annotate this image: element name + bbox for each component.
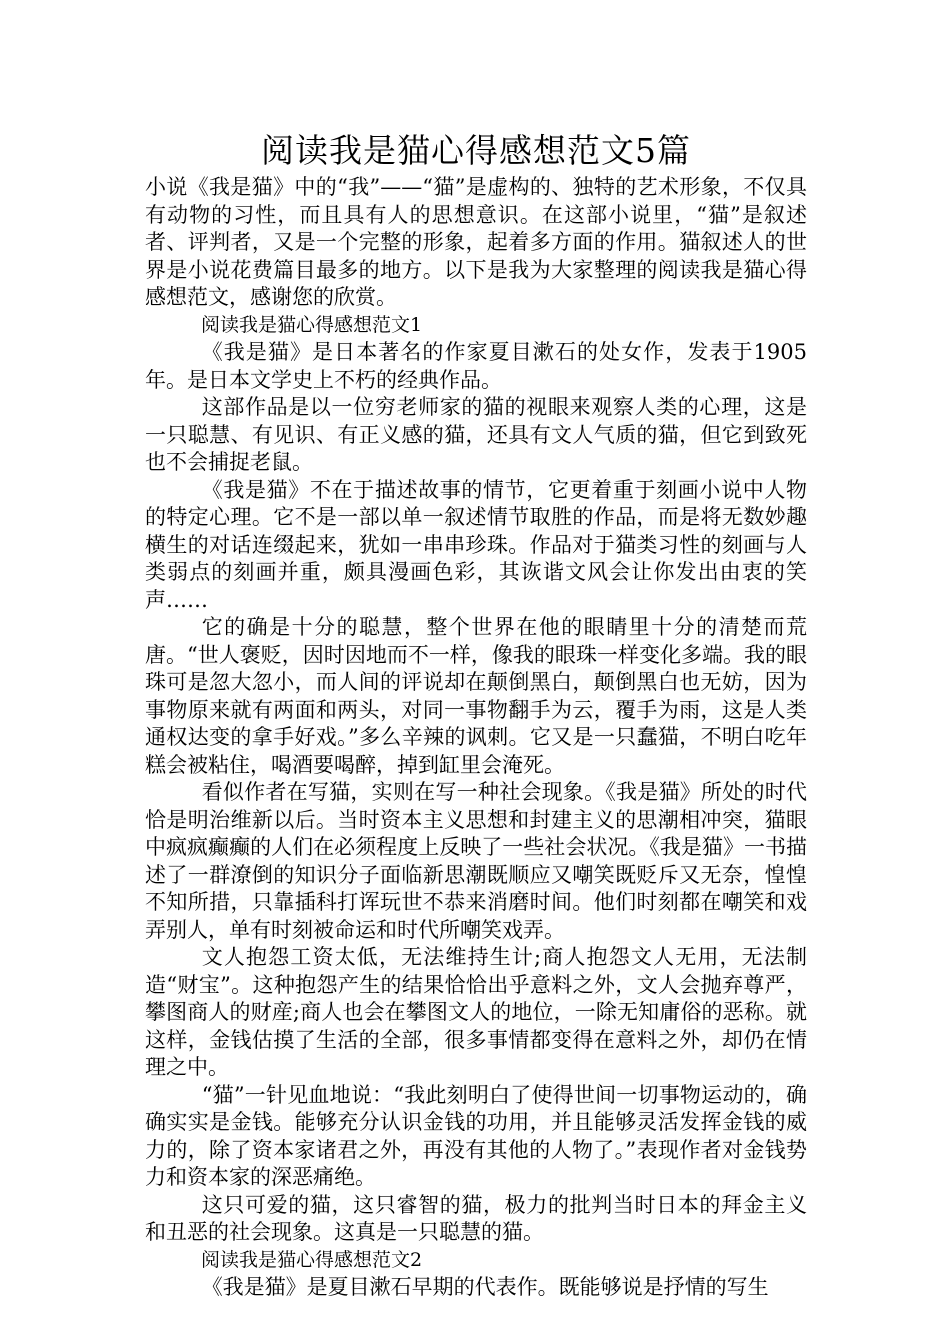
section1-paragraph-1: 《我是猫》是日本著名的作家夏目漱石的处女作，发表于1905年。是日本文学史上不朽的经典作品。 [145, 340, 807, 392]
document-title: 阅读我是猫心得感想范文5篇 [261, 131, 691, 170]
section1-paragraph-8: 这只可爱的猫，这只睿智的猫，极力的批判当时日本的拜金主义和丑恶的社会现象。这真是一只聪慧的猫。 [145, 1192, 807, 1244]
section1-paragraph-6: 文人抱怨工资太低，无法维持生计;商人抱怨文人无用，无法制造“财宝”。这种抱怨产生的结果恰恰出乎意料之外，文人会抛弃尊严，攀图商人的财産;商人也会在攀图文人的地位，一除无知庸俗的恶称。就这样，金钱估摸了生活的全部，很多事情都变得在意料之外，却仍在情理之中。 [145, 945, 807, 1079]
section2-paragraph-1: 《我是猫》是夏目漱石早期的代表作。既能够说是抒情的写生 [201, 1275, 769, 1299]
section1-paragraph-7: “猫”一针见血地说：“我此刻明白了使得世间一切事物运动的，确确实实是金钱。能够充分认识金钱的功用，并且能够灵活发挥金钱的威力的，除了资本家诸君之外，再没有其他的人物了。”表现作者对金钱势力和资本家的深恶痛绝。 [145, 1082, 807, 1189]
section-heading-2: 阅读我是猫心得感想范文2 [201, 1248, 423, 1271]
section1-paragraph-3: 《我是猫》不在于描述故事的情节，它更着重于刻画小说中人物的特定心理。它不是一部以单一叙述情节取胜的作品，而是将无数妙趣横生的对话连缀起来，犹如一串串珍珠。作品对于猫类习性的刻画与人类弱点的刻画并重，颇具漫画色彩，其诙谐文风会让你发出由衷的笑声…… [145, 477, 807, 612]
section1-paragraph-5: 看似作者在写猫，实则在写一种社会现象。《我是猫》所处的时代恰是明治维新以后。当时资本主义思想和封建主义的思潮相冲突，猫眼中疯疯癫癫的人们在必须程度上反映了一些社会状况。《我是猫》一书描述了一群潦倒的知识分子面临新思潮既顺应又嘲笑既贬斥又无奈，惶惶不知所措，只靠插科打诨玩世不恭来消磨时间。他们时刻都在嘲笑和戏弄别人，单有时刻被命运和时代所嘲笑戏弄。 [145, 780, 807, 942]
document-page [145, 128, 807, 1302]
section-heading-1: 阅读我是猫心得感想范文1 [201, 313, 423, 336]
intro-paragraph: 小说《我是猫》中的“我”——“猫”是虚构的、独特的艺术形象，不仅具有动物的习性，而且具有人的思想意识。在这部小说里，“猫”是叙述者、评判者，又是一个完整的形象，起着多方面的作用。猫叙述人的世界是小说花费篇目最多的地方。以下是我为大家整理的阅读我是猫心得感想范文，感谢您的欣赏。 [145, 175, 807, 309]
section1-paragraph-2: 这部作品是以一位穷老师家的猫的视眼来观察人类的心理，这是一只聪慧、有见识、有正义感的猫，还具有文人气质的猫，但它到致死也不会捕捉老鼠。 [145, 395, 807, 474]
section1-paragraph-4: 它的确是十分的聪慧，整个世界在他的眼睛里十分的清楚而荒唐。“世人褒贬，因时因地而不一样，像我的眼珠一样变化多端。我的眼珠可是忽大忽小，而人间的评说却在颠倒黑白，颠倒黑白也无妨，因为事物原来就有两面和两头，对同一事物翻手为云，覆手为雨，这是人类通权达变的拿手好戏。”多么辛辣的讽刺。它又是一只蠢猫，不明白吃年糕会被粘住，喝酒要喝醉，掉到缸里会淹死。 [145, 615, 807, 777]
